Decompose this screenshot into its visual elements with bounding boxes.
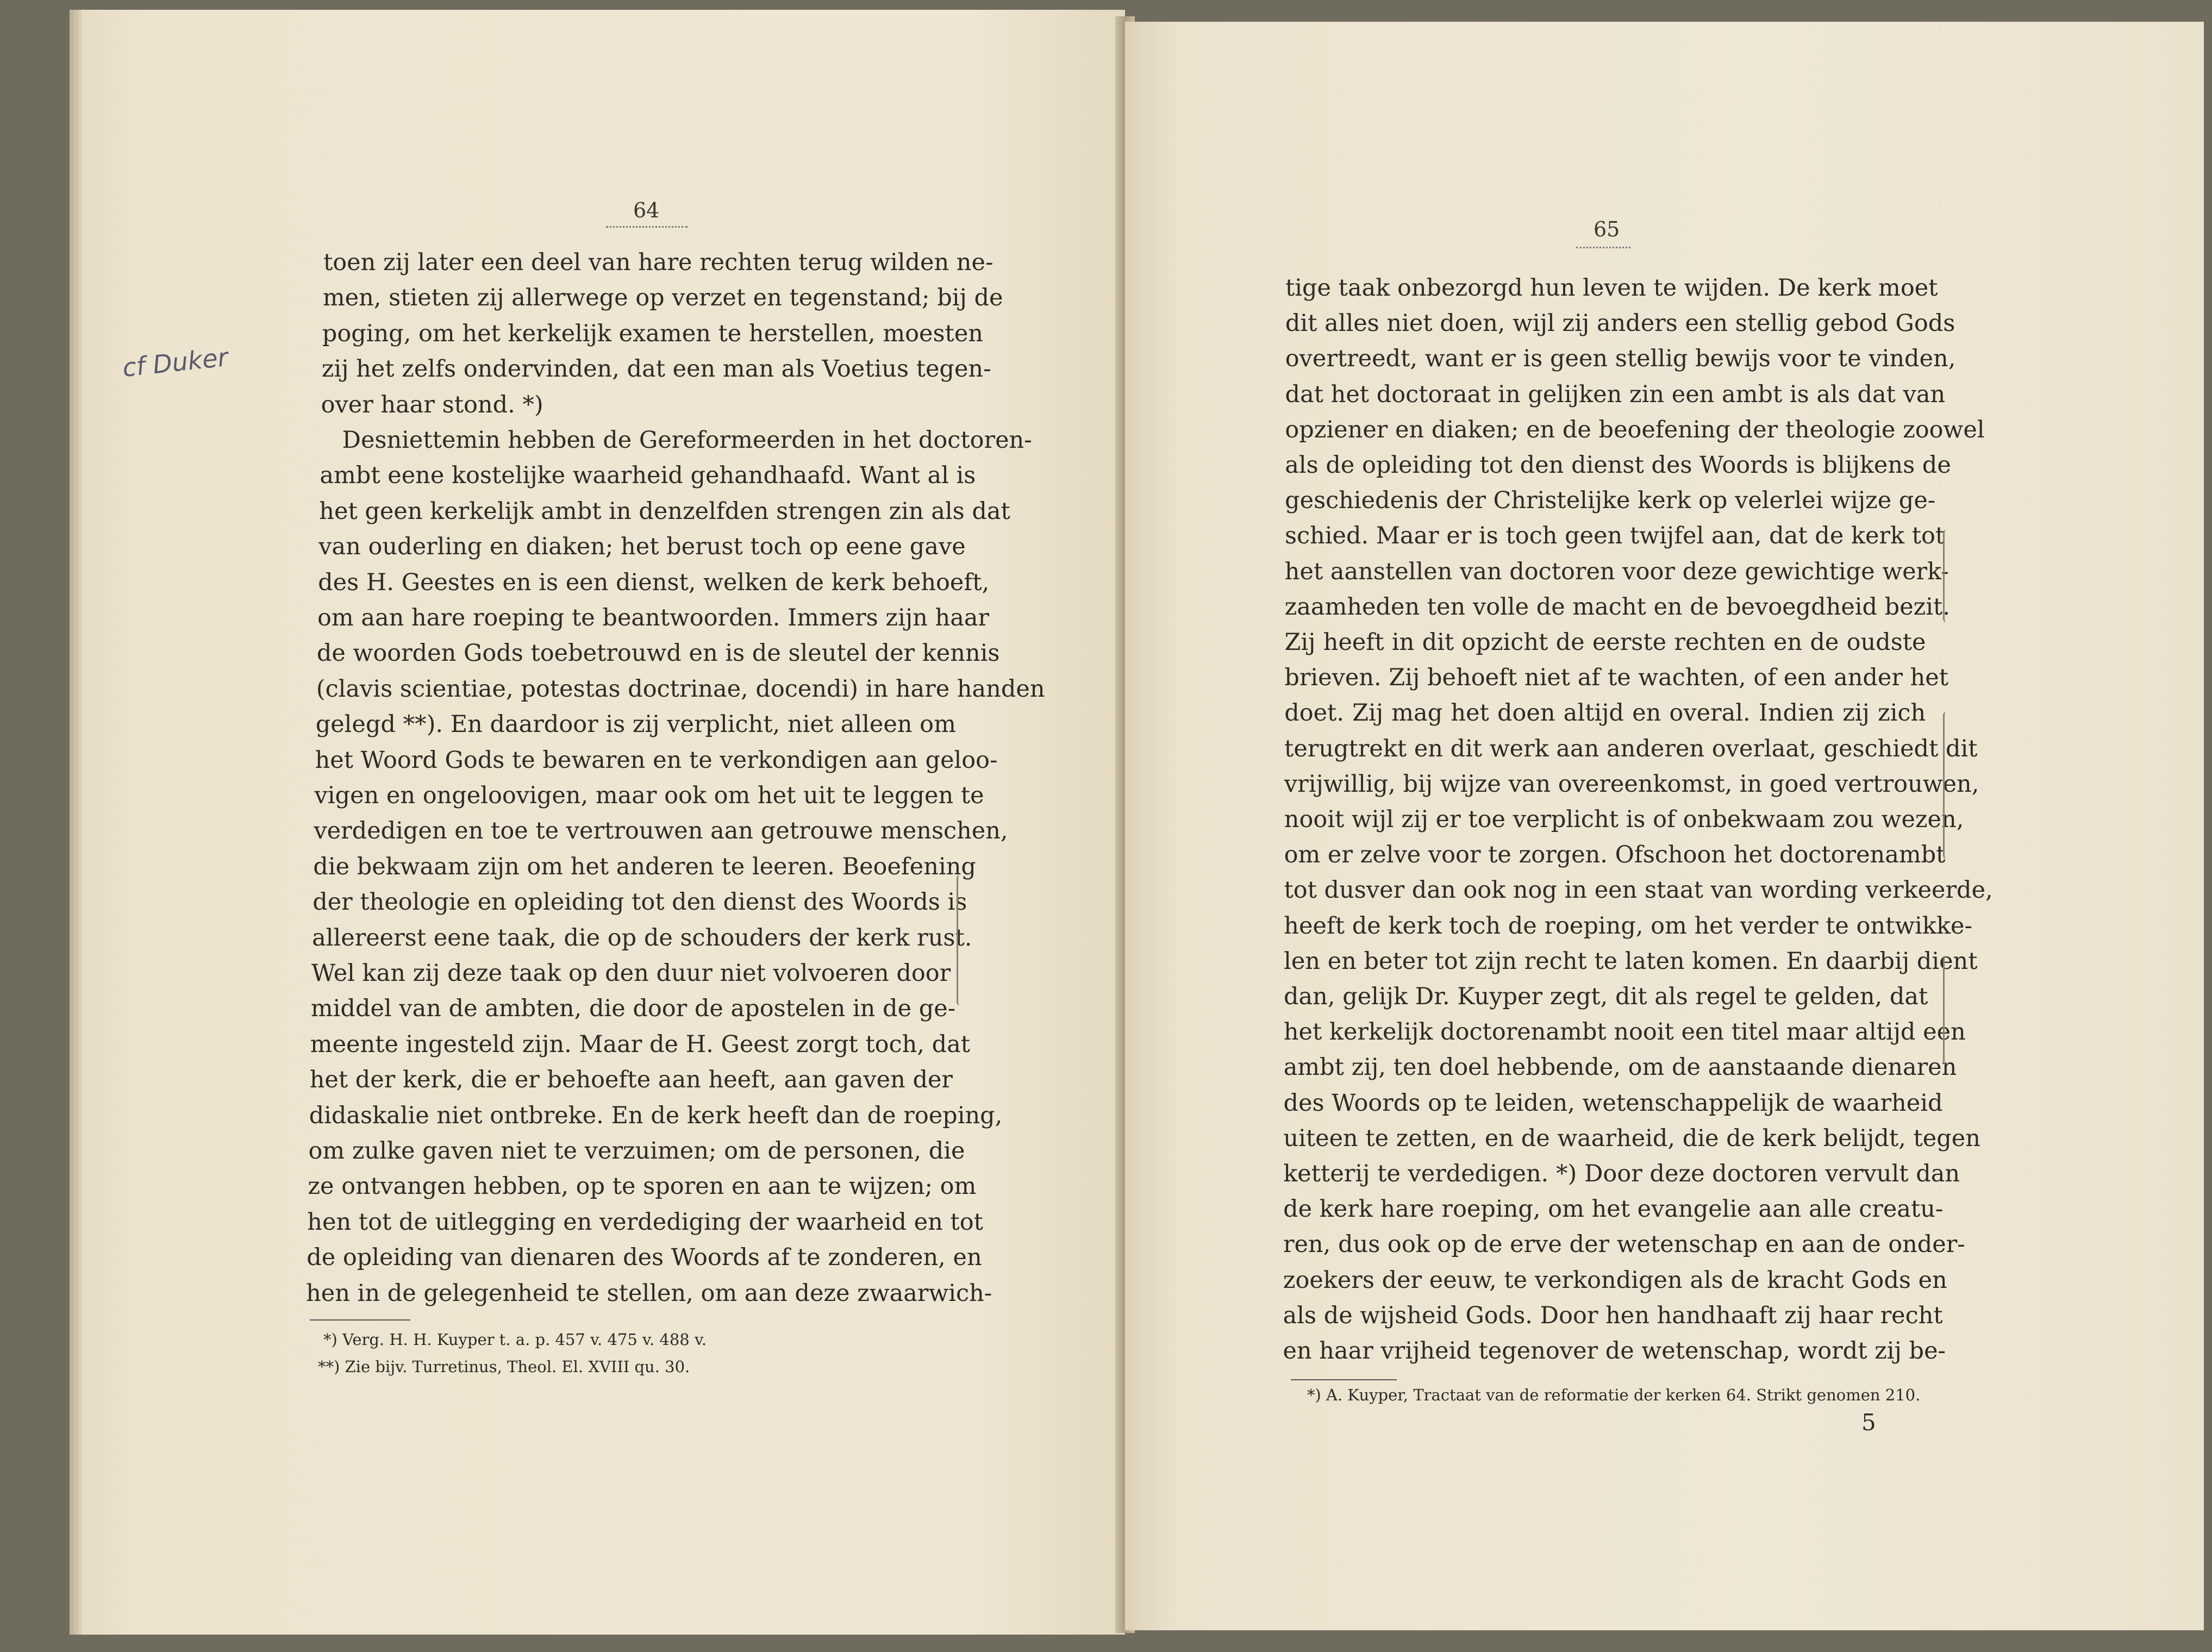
text-line: zij het zelfs ondervinden, dat een man als Voetius tegen-: [321, 355, 991, 383]
text-line: len en beter tot zijn recht te laten komen. En daarbij dient: [1284, 947, 1978, 975]
right-margin-bracket-1: [1943, 530, 1950, 622]
right-margin-bracket-3: [1943, 956, 1950, 1065]
text-line: uiteen te zetten, en de waarheid, die de kerk belijdt, tegen: [1283, 1124, 1980, 1152]
text-line: geschiedenis der Christelijke kerk op velerlei wijze ge-: [1285, 487, 1936, 515]
text-line: vrijwillig, bij wijze van overeenkomst, in goed vertrouwen,: [1284, 770, 1979, 798]
text-line: om er zelve voor te zorgen. Ofschoon het doctorenambt: [1284, 841, 1946, 869]
text-line: tot dusver dan ook nog in een staat van wording verkeerde,: [1284, 877, 1993, 904]
text-line: om aan hare roeping te beantwoorden. Immers zijn haar: [317, 604, 990, 631]
text-line: (clavis scientiae, potestas doctrinae, docendi) in hare handen: [316, 675, 1045, 703]
text-line: die bekwaam zijn om het anderen te leeren. Beoefening: [313, 853, 976, 880]
text-line: Desniettemin hebben de Gereformeerden in het doctoren-: [342, 427, 1032, 454]
right-footnote-1: *) A. Kuyper, Tractaat van de reformatie der kerken 64. Strikt genomen 210.: [1307, 1386, 1921, 1404]
left-margin-bracket: [957, 875, 964, 1005]
text-line: ze ontvangen hebben, op te sporen en aan te wijzen; om: [308, 1173, 977, 1200]
text-line: der theologie en opleiding tot den dienst des Woords is: [313, 888, 967, 916]
right-footnote-rule: [1291, 1379, 1397, 1380]
text-line: poging, om het kerkelijk examen te herstellen, moesten: [322, 320, 983, 347]
text-line: zoekers der eeuw, te verkondigen als de kracht Gods en: [1283, 1266, 1947, 1294]
text-line: dit alles niet doen, wijl zij anders een stellig gebod Gods: [1285, 310, 1955, 337]
right-page-number-ornament: [1576, 245, 1630, 248]
text-line: ambt zij, ten doel hebbende, om de aanstaande dienaren: [1283, 1054, 1957, 1081]
text-line: dan, gelijk Dr. Kuyper zegt, dit als regel te gelden, dat: [1284, 983, 1928, 1010]
text-line: hen in de gelegenheid te stellen, om aan deze zwaarwich-: [306, 1279, 992, 1307]
text-line: doet. Zij mag het doen altijd en overal. Indien zij zich: [1284, 699, 1926, 727]
text-line: om zulke gaven niet te verzuimen; om de personen, die: [308, 1137, 965, 1165]
text-line: Zij heeft in dit opzicht de eerste rechten en de oudste: [1284, 629, 1926, 656]
left-footnote-rule: [310, 1319, 410, 1321]
text-line: en haar vrijheid tegenover de wetenschap, wordt zij be-: [1283, 1337, 1946, 1365]
text-line: het Woord Gods te bewaren en te verkondigen aan geloo-: [315, 746, 998, 774]
text-line: allereerst eene taak, die op de schouders der kerk rust.: [312, 924, 972, 952]
text-line: als de wijsheid Gods. Door hen handhaaft zij haar recht: [1283, 1301, 1943, 1329]
text-line: als de opleiding tot den dienst des Woords is blijkens de: [1285, 452, 1951, 479]
text-line: heeft de kerk toch de roeping, om het verder te ontwikke-: [1284, 912, 1972, 940]
text-line: ambt eene kostelijke waarheid gehandhaafd. Want al is: [320, 462, 976, 490]
text-line: meente ingesteld zijn. Maar de H. Geest zorgt toch, dat: [310, 1030, 971, 1058]
text-line: de woorden Gods toebetrouwd en is de sleutel der kennis: [316, 640, 1000, 667]
text-line: Wel kan zij deze taak op den duur niet volvoeren door: [311, 960, 951, 987]
text-line: overtreedt, want er is geen stellig bewijs voor te vinden,: [1285, 345, 1956, 373]
margin-note: cf Duker: [121, 342, 229, 383]
left-footnote-2: **) Zie bijv. Turretinus, Theol. El. XVIII qu. 30.: [318, 1357, 690, 1376]
text-line: dat het doctoraat in gelijken zin een ambt is als dat van: [1285, 380, 1946, 408]
text-line: schied. Maar er is toch geen twijfel aan, dat de kerk tot: [1284, 522, 1945, 550]
text-line: ren, dus ook op de erve der wetenschap en aan de onder-: [1283, 1231, 1965, 1259]
left-page-number-ornament: [606, 224, 688, 228]
right-page-number: 65: [1594, 217, 1620, 241]
text-line: gelegd **). En daardoor is zij verplicht, niet alleen om: [315, 711, 956, 739]
text-line: vigen en ongeloovigen, maar ook om het uit te leggen te: [314, 782, 984, 809]
text-line: het kerkelijk doctorenambt nooit een titel maar altijd een: [1283, 1018, 1966, 1046]
text-line: terugtrekt en dit werk aan anderen overlaat, geschiedt dit: [1284, 735, 1978, 762]
text-line: van ouderling en diaken; het berust toch op eene gave: [318, 533, 966, 561]
text-line: des H. Geestes en is een dienst, welken de kerk behoeft,: [318, 568, 990, 596]
text-line: de kerk hare roeping, om het evangelie aan alle creatu-: [1283, 1196, 1944, 1223]
left-page-number: 64: [633, 198, 660, 222]
text-line: men, stieten zij allerwege op verzet en tegenstand; bij de: [322, 284, 1003, 312]
text-line: het der kerk, die er behoefte aan heeft, aan gaven der: [309, 1066, 953, 1094]
text-line: middel van de ambten, die door de apostelen in de ge-: [310, 995, 956, 1023]
text-line: hen tot de uitlegging en verdediging der waarheid en tot: [307, 1208, 983, 1236]
text-line: over haar stond. *): [321, 391, 543, 418]
text-line: toen zij later een deel van hare rechten terug wilden ne-: [323, 249, 993, 276]
text-line: des Woords op te leiden, wetenschappelijk de waarheid: [1283, 1089, 1943, 1117]
right-margin-bracket-2: [1943, 712, 1950, 859]
left-footnote-1: *) Verg. H. H. Kuyper t. a. p. 457 v. 475 v. 488 v.: [323, 1330, 707, 1349]
text-line: didaskalie niet ontbreke. En de kerk heeft dan de roeping,: [309, 1102, 1003, 1129]
text-line: brieven. Zij behoeft niet af te wachten, of een ander het: [1284, 664, 1949, 692]
text-line: zaamheden ten volle de macht en de bevoegdheid bezit.: [1284, 593, 1951, 621]
text-line: het geen kerkelijk ambt in denzelfden strengen zin als dat: [319, 497, 1010, 525]
text-line: ketterij te verdedigen. *) Door deze doctoren vervult dan: [1283, 1160, 1960, 1187]
text-line: opziener en diaken; en de beoefening der theologie zoowel: [1285, 416, 1985, 443]
text-line: tige taak onbezorgd hun leven te wijden. De kerk moet: [1285, 274, 1938, 302]
text-line: verdedigen en toe te vertrouwen aan getrouwe menschen,: [314, 817, 1008, 845]
text-line: het aanstellen van doctoren voor deze gewichtige werk-: [1284, 558, 1949, 585]
text-line: nooit wijl zij er toe verplicht is of onbekwaam zou wezen,: [1284, 806, 1964, 833]
text-line: de opleiding van dienaren des Woords af te zonderen, en: [307, 1244, 982, 1272]
signature-mark: 5: [1861, 1409, 1876, 1436]
